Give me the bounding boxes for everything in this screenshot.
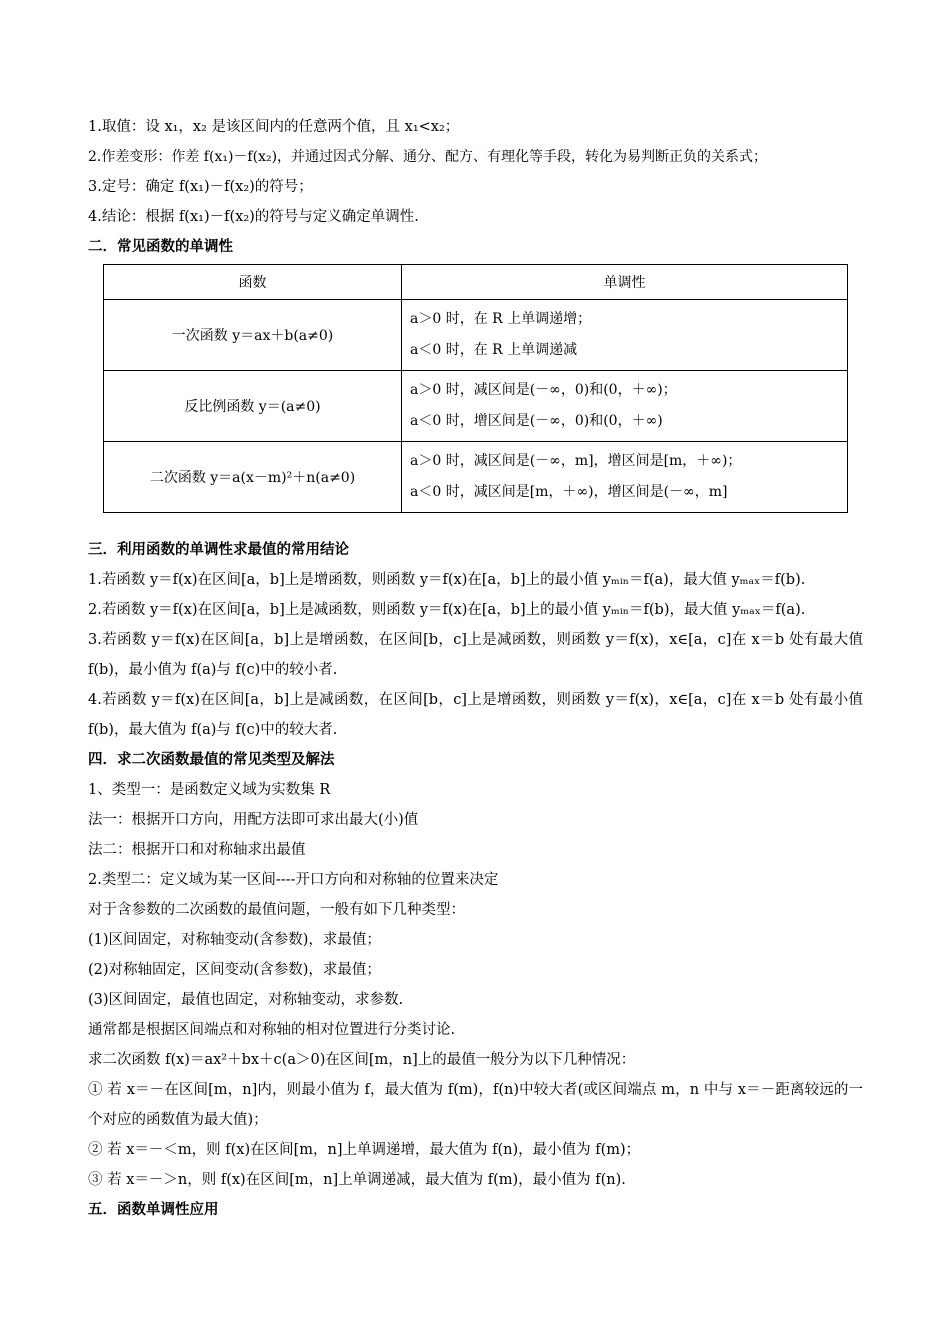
conclusion-1: 1.若函数 y＝f(x)在区间[a，b]上是增函数，则函数 y＝f(x)在[a，b]上的最小值 yₘᵢₙ＝f(a)，最大值 yₘₐₓ＝f(b). — [88, 572, 806, 588]
param-types-intro: 对于含参数的二次函数的最值问题，一般有如下几种类型： — [88, 902, 465, 918]
conclusion-4: 4.若函数 y＝f(x)在区间[a，b]上是减函数，在区间[b，c]上是增函数，则函数 y＝f(x)，x∈[a，c]在 x＝b 处有最小值 f(b)，最大值为 f(a)与 f(c)中的较大者. — [88, 692, 863, 738]
method-2-line: 法二：根据开口和对称轴求出最值 — [88, 842, 306, 858]
cases-intro: 求二次函数 f(x)＝ax²＋bx＋c(a＞0)在区间[m，n]上的最值一般分为以下几种情况： — [88, 1052, 636, 1068]
conclusion-2: 2.若函数 y＝f(x)在区间[a，b]上是减函数，则函数 y＝f(x)在[a，b]上的最小值 yₘᵢₙ＝f(b)，最大值 yₘₐₓ＝f(a). — [88, 602, 806, 618]
monotonicity-line: a＞0 时，减区间是(－∞，0)和(0，＋∞)； — [410, 382, 677, 398]
type-2-line: 2.类型二：定义域为某一区间----开口方向和对称轴的位置来决定 — [88, 872, 499, 888]
case-1: ① 若 x＝－在区间[m，n]内，则最小值为 f，最大值为 f(m)，f(n)中较大者(或区间端点 m，n 中与 x＝－距离较远的一个对应的函数值为最大值)； — [88, 1082, 863, 1128]
case-3: ③ 若 x＝－＞n，则 f(x)在区间[m，n]上单调递减，最大值为 f(m)，最小值为 f(n). — [88, 1172, 626, 1188]
monotonicity-line: a＜0 时，在 R 上单调递减 — [410, 342, 578, 358]
table-row — [104, 371, 848, 442]
table-cell-function: 一次函数 y＝ax＋b(a≠0) — [104, 300, 402, 371]
param-type-1: (1)区间固定，对称轴变动(含参数)，求最值； — [88, 932, 381, 948]
discussion-note: 通常都是根据区间端点和对称轴的相对位置进行分类讨论. — [88, 1022, 456, 1038]
step-3: 3.定号：确定 f(x₁)－f(x₂)的符号； — [88, 179, 313, 195]
monotonicity-line: a＜0 时，增区间是(－∞，0)和(0，＋∞) — [410, 413, 663, 429]
monotonicity-line: a＞0 时，减区间是(－∞，m]，增区间是[m，＋∞)； — [410, 453, 742, 469]
monotonicity-line: a＞0 时，在 R 上单调递增； — [410, 311, 592, 327]
step-4: 4.结论：根据 f(x₁)－f(x₂)的符号与定义确定单调性. — [88, 209, 419, 225]
section-5-heading: 五．函数单调性应用 — [88, 1202, 219, 1218]
case-2: ② 若 x＝－＜m，则 f(x)在区间[m，n]上单调递增，最大值为 f(n)，最小值为 f(m)； — [88, 1142, 641, 1158]
table-cell-monotonicity — [402, 300, 848, 371]
param-type-3: (3)区间固定，最值也固定，对称轴变动，求参数. — [88, 992, 404, 1008]
spacer — [88, 513, 863, 535]
table-cell-monotonicity — [402, 371, 848, 442]
table-header-function: 函数 — [104, 265, 402, 300]
type-1-line: 1、类型一：是函数定义域为实数集 R — [88, 782, 331, 798]
table-row — [104, 300, 848, 371]
section-3-heading: 三．利用函数的单调性求最值的常用结论 — [88, 542, 349, 558]
section-4-heading: 四．求二次函数最值的常见类型及解法 — [88, 752, 335, 768]
conclusion-3: 3.若函数 y＝f(x)在区间[a，b]上是增函数，在区间[b，c]上是减函数，则函数 y＝f(x)，x∈[a，c]在 x＝b 处有最大值 f(b)，最小值为 f(a)与 f(c)中的较小者. — [88, 632, 863, 678]
table-row — [104, 442, 848, 513]
document-page — [88, 112, 863, 1225]
table-header-monotonicity: 单调性 — [402, 265, 848, 300]
table-cell-function: 二次函数 y＝a(x－m)²＋n(a≠0) — [104, 442, 402, 513]
step-1: 1.取值：设 x₁，x₂ 是该区间内的任意两个值，且 x₁<x₂； — [88, 119, 460, 135]
section-2-heading: 二．常见函数的单调性 — [88, 239, 233, 255]
step-2: 2.作差变形：作差 f(x₁)－f(x₂)，并通过因式分解、通分、配方、有理化等手段，转化为易判断正负的关系式； — [88, 149, 768, 165]
table-header-row — [104, 265, 848, 300]
monotonicity-line: a＜0 时，减区间是[m，＋∞)，增区间是(－∞，m] — [410, 484, 728, 500]
table-cell-monotonicity — [402, 442, 848, 513]
table-cell-function: 反比例函数 y＝(a≠0) — [104, 371, 402, 442]
method-1-line: 法一：根据开口方向，用配方法即可求出最大(小)值 — [88, 812, 419, 828]
monotonicity-table — [103, 264, 848, 513]
param-type-2: (2)对称轴固定，区间变动(含参数)，求最值； — [88, 962, 381, 978]
